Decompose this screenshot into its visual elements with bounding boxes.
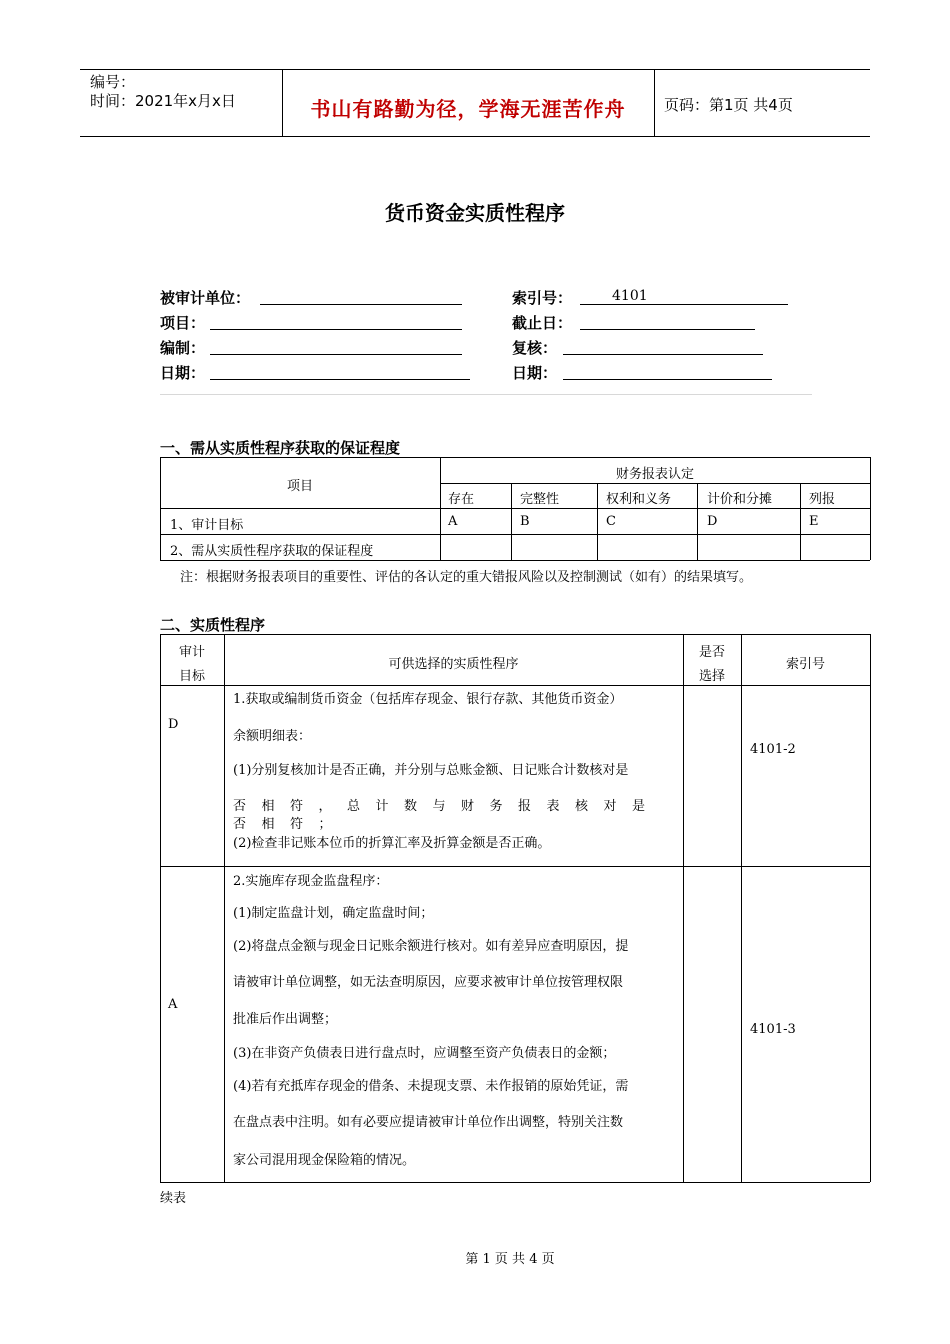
t2-row2-line-4: 请被审计单位调整，如无法查明原因，应要求被审计单位按管理权限: [233, 975, 624, 990]
t2-header-select-2: 选择: [698, 669, 725, 684]
doc-number-label: 编号：: [90, 73, 136, 91]
t1-item-header: 项目: [286, 479, 313, 494]
t2-row2-line-1: 2.实施库存现金监盘程序：: [233, 874, 389, 889]
header-divider-right: [654, 69, 655, 136]
t2-col-1: [224, 634, 225, 1182]
t2-row1-line-4: 否相符，总计数与财务报表核对是否相符；: [233, 799, 661, 832]
audited-unit-label: 被审计单位：: [160, 289, 251, 307]
t2-header-select-1: 是否: [698, 645, 725, 660]
t1-row1-val-c: C: [606, 514, 616, 529]
t1-col-3: [597, 483, 598, 560]
t2-row2-target: A: [168, 997, 178, 1012]
t2-header-index: 索引号: [785, 657, 825, 672]
header-bottom-rule: [80, 136, 870, 137]
index-label: 索引号：: [512, 289, 573, 307]
t2-row2-line-3: (2)将盘点金额与现金日记账余额进行核对。如有差异应查明原因，提: [233, 939, 629, 954]
t1-rule-sub: [440, 483, 870, 484]
t1-assertion-rights: 权利和义务: [606, 492, 672, 507]
t1-col-0: [160, 457, 161, 560]
t2-row2-line-6: (3)在非资产负债表日进行盘点时，应调整至资产负债表日的金额；: [233, 1046, 616, 1061]
t1-rule-1: [160, 508, 870, 509]
date-label-right: 日期：: [512, 364, 558, 382]
t2-col-3: [741, 634, 742, 1182]
date-field-right[interactable]: [563, 379, 772, 380]
cutoff-field[interactable]: [580, 329, 755, 330]
t1-row1-label: 1、审计目标: [170, 518, 244, 533]
review-field[interactable]: [563, 354, 763, 355]
t2-row1-line-2: 余额明细表：: [233, 729, 312, 744]
t2-row2-index: 4101-3: [750, 1022, 796, 1037]
footer-page-number: 第 1 页 共 4 页: [465, 1252, 555, 1267]
t1-row1-val-a: A: [448, 514, 458, 529]
audited-unit-field[interactable]: [260, 304, 462, 305]
t2-row1-line-1: 1.获取或编制货币资金（包括库存现金、银行存款、其他货币资金）: [233, 692, 623, 707]
t2-rule-top: [160, 634, 870, 635]
t1-assertion-valuation: 计价和分摊: [707, 492, 773, 507]
t1-rule-bottom: [160, 560, 870, 561]
section2-heading: 二、实质性程序: [160, 616, 266, 634]
t1-col-2: [511, 483, 512, 560]
prepared-field[interactable]: [210, 354, 462, 355]
t1-assertion-existence: 存在: [448, 492, 475, 507]
t1-rule-2: [160, 534, 870, 535]
t1-row1-val-e: E: [809, 514, 819, 529]
t1-col-5: [800, 483, 801, 560]
t2-col-2: [683, 634, 684, 1182]
t1-row1-val-b: B: [520, 514, 530, 529]
t2-row2-line-9: 家公司混用现金保险箱的情况。: [233, 1153, 416, 1168]
date-field-left[interactable]: [210, 379, 470, 380]
t1-assertion-presentation: 列报: [809, 492, 836, 507]
t2-row1-line-3: (1)分别复核加计是否正确，并分别与总账金额、日记账合计数核对是: [233, 763, 629, 778]
t2-header-target-1: 审计: [178, 645, 205, 660]
project-label: 项目：: [160, 314, 206, 332]
review-label: 复核：: [512, 339, 558, 357]
index-value: 4101: [612, 288, 648, 304]
t2-row2-line-2: (1)制定监盘计划，确定监盘时间；: [233, 906, 434, 921]
t2-row2-line-8: 在盘点表中注明。如有必要应提请被审计单位作出调整，特别关注数: [233, 1115, 624, 1130]
t2-col-4: [870, 634, 871, 1182]
cutoff-label: 截止日：: [512, 314, 573, 332]
t2-rule-bottom: [160, 1182, 870, 1183]
prepared-label: 编制：: [160, 339, 206, 357]
t2-header-target-2: 目标: [178, 669, 205, 684]
header-slogan: 书山有路勤为径，学海无涯苦作舟: [310, 97, 626, 121]
doc-time-label: 时间：2021年x月x日: [90, 92, 236, 110]
section1-heading: 一、需从实质性程序获取的保证程度: [160, 439, 401, 457]
t2-row2-line-7: (4)若有充抵库存现金的借条、未提现支票、未作报销的原始凭证，需: [233, 1079, 629, 1094]
section1-note: 注：根据财务报表项目的重要性、评估的各认定的重大错报风险以及控制测试（如有）的结果填写。: [180, 570, 753, 585]
t1-col-6: [870, 457, 871, 560]
t2-rule-2: [160, 866, 870, 867]
t2-row1-target: D: [168, 717, 179, 732]
t1-assertion-completeness: 完整性: [520, 492, 560, 507]
t2-header-procedure: 可供选择的实质性程序: [388, 657, 519, 672]
t2-col-0: [160, 634, 161, 1182]
t1-col-4: [697, 483, 698, 560]
header-top-rule: [80, 69, 870, 70]
t2-row2-line-5: 批准后作出调整；: [233, 1012, 338, 1027]
index-field[interactable]: [580, 304, 788, 305]
page-title: 货币资金实质性程序: [385, 201, 565, 225]
t2-row1-line-5: (2)检查非记账本位币的折算汇率及折算金额是否正确。: [233, 836, 551, 851]
info-separator: [160, 394, 812, 395]
date-label-left: 日期：: [160, 364, 206, 382]
t1-rule-top: [160, 457, 870, 458]
page-code: 页码：第1页 共4页: [664, 96, 793, 114]
t1-row1-val-d: D: [707, 514, 718, 529]
t2-row1-index: 4101-2: [750, 742, 796, 757]
t2-rule-1: [160, 685, 870, 686]
continued-label: 续表: [160, 1191, 187, 1206]
t1-assertion-header: 财务报表认定: [615, 467, 694, 482]
t1-row2-label: 2、需从实质性程序获取的保证程度: [170, 544, 374, 559]
project-field[interactable]: [210, 329, 462, 330]
